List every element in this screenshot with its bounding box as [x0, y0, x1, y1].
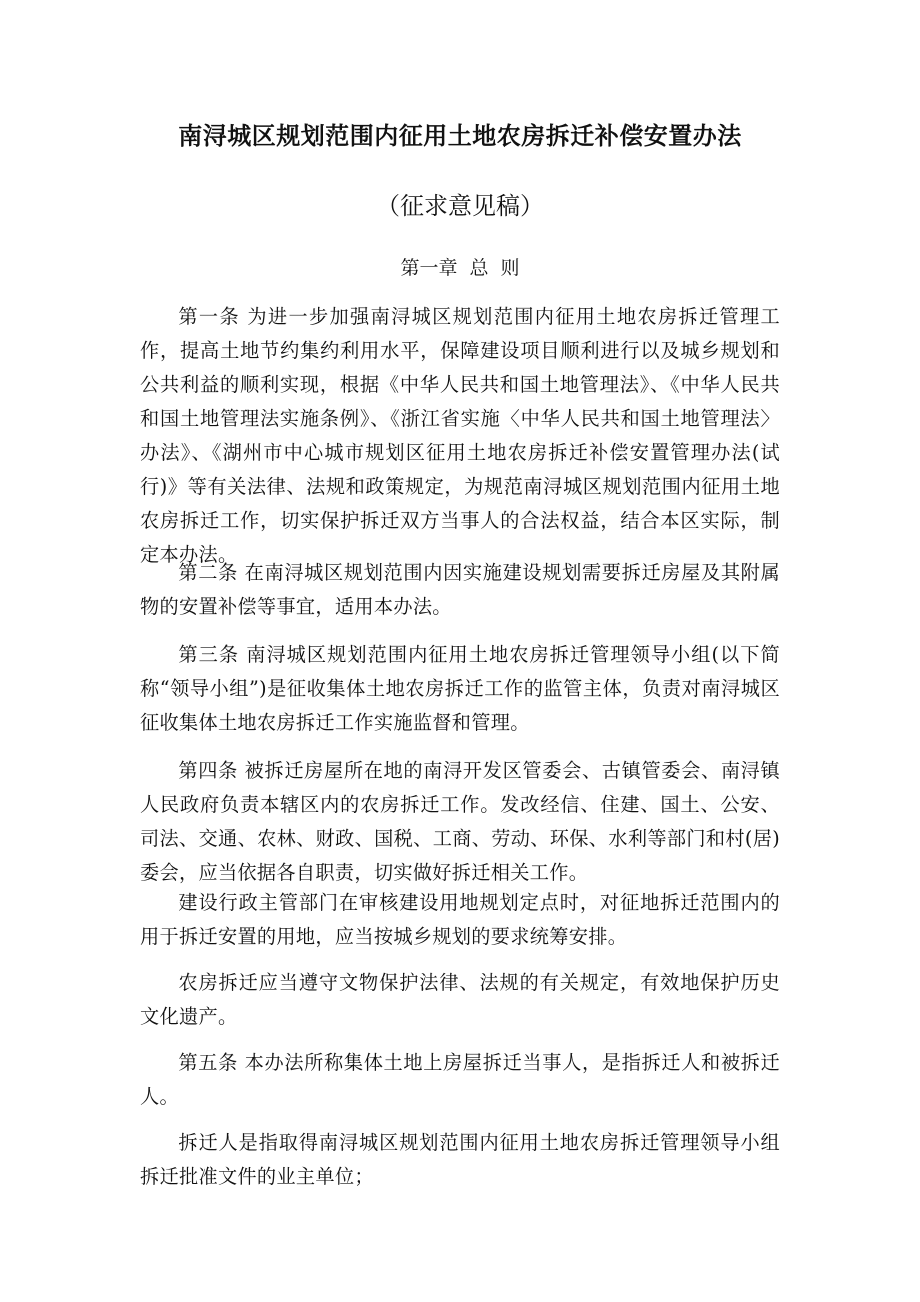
article-1-paragraph: 第一条 为进一步加强南浔城区规划范围内征用土地农房拆迁管理工作，提高土地节约集约利用水平，保障建设项目顺利进行以及城乡规划和公共利益的顺利实现，根据《中华人民共和国土地管理法》、《中华人民共和国土地管理法实施条例》、《浙江省实施〈中华人民共和国土地管理法〉办法》、《湖州市中心城市规划区征用土地农房拆迁补偿安置管理办法(试行)》等有关法律、法规和政策规定，为规范南浔城区规划范围内征用土地农房拆迁工作，切实保护拆迁双方当事人的合法权益，结合本区实际，制定本办法。 [140, 305, 780, 566]
document-title: 南浔城区规划范围内征用土地农房拆迁补偿安置办法 [178, 122, 742, 150]
document-subtitle: （征求意见稿） [376, 192, 544, 220]
article-5-paragraph-2: 拆迁人是指取得南浔城区规划范围内征用土地农房拆迁管理领导小组拆迁批准文件的业主单位； [140, 1131, 780, 1188]
article-3-paragraph: 第三条 南浔城区规划范围内征用土地农房拆迁管理领导小组(以下简称“领导小组”)是征收集体土地农房拆迁工作的监管主体，负责对南浔城区征收集体土地农房拆迁工作实施监督和管理。 [140, 643, 780, 734]
article-4-paragraph: 第四条 被拆迁房屋所在地的南浔开发区管委会、古镇管委会、南浔镇人民政府负责本辖区内的农房拆迁工作。发改经信、住建、国土、公安、司法、交通、农林、财政、国税、工商、劳动、环保、水利等部门和村(居)委会，应当依据各自职责，切实做好拆迁相关工作。 [140, 759, 780, 884]
article-4-paragraph-3: 农房拆迁应当遵守文物保护法律、法规的有关规定，有效地保护历史文化遗产。 [140, 971, 780, 1028]
article-2-paragraph: 第二条 在南浔城区规划范围内因实施建设规划需要拆迁房屋及其附属物的安置补偿等事宜，适用本办法。 [140, 561, 780, 618]
article-5-paragraph: 第五条 本办法所称集体土地上房屋拆迁当事人，是指拆迁人和被拆迁人。 [140, 1051, 780, 1108]
article-4-paragraph-2: 建设行政主管部门在审核建设用地规划定点时，对征地拆迁范围内的用于拆迁安置的用地，应当按城乡规划的要求统筹安排。 [140, 891, 780, 948]
chapter-heading: 第一章 总 则 [400, 257, 520, 279]
